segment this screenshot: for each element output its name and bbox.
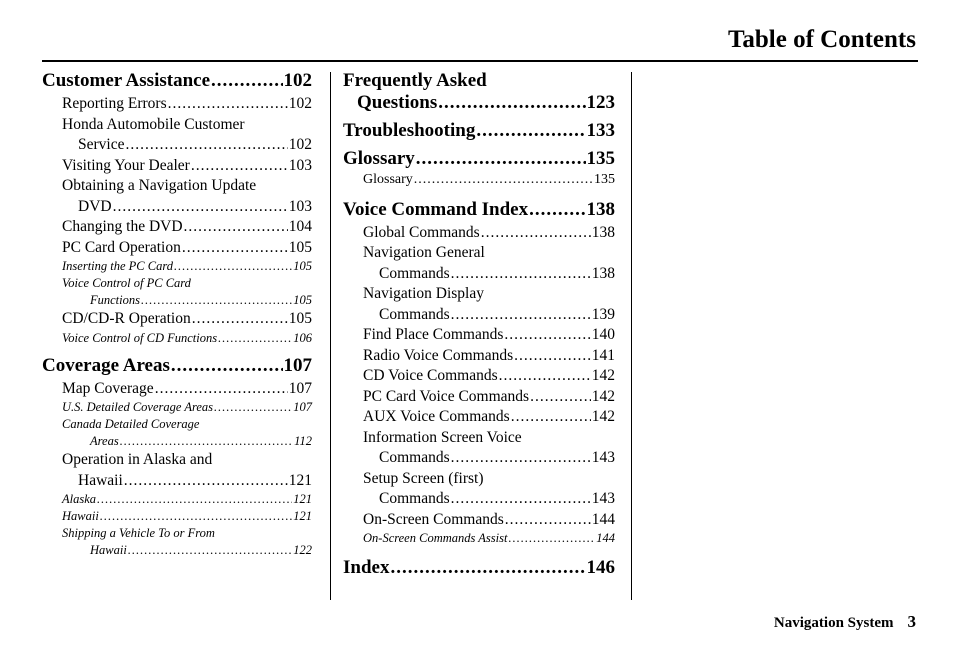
page-number: 142 [591, 408, 615, 425]
entry-title: CD/CD-R Operation [62, 310, 191, 327]
entry-title: PC Card Operation [62, 238, 181, 256]
page-number: 102 [288, 95, 312, 112]
section-customer-assistance [42, 70, 312, 92]
toc-entry[interactable] [42, 217, 312, 238]
page-number: 143 [591, 490, 615, 507]
toc-entry[interactable] [343, 530, 615, 547]
leader-dots [505, 510, 591, 531]
entry-title-cont: DVD [78, 197, 112, 215]
entry-title: Information Screen Voice [363, 428, 522, 446]
toc-entry[interactable] [343, 387, 615, 408]
page-number: 143 [591, 449, 615, 466]
leader-dots [184, 217, 288, 238]
entry-title-cont: Service [78, 136, 125, 153]
entry-title: Honda Automobile Customer [62, 115, 245, 133]
section-glossary[interactable] [343, 148, 615, 170]
leader-dots [508, 530, 595, 547]
section-title: Index [343, 557, 390, 578]
toc-entry[interactable] [42, 508, 312, 525]
page-footer [774, 612, 916, 632]
page-number: 107 [288, 379, 312, 397]
entry-title: AUX Voice Commands [363, 408, 510, 425]
toc-entry[interactable] [42, 94, 312, 115]
section-title: Customer Assistance [42, 70, 211, 91]
leader-dots [120, 433, 293, 450]
leader-dots [530, 387, 591, 408]
leader-dots [451, 264, 591, 285]
section-title-cont: Questions [357, 92, 438, 113]
section-index[interactable] [343, 557, 615, 579]
section-title: Frequently Asked [343, 70, 487, 91]
entry-title: Reporting Errors [62, 95, 167, 112]
page-number: 141 [591, 346, 615, 364]
page-number: 138 [586, 198, 615, 220]
entry-title-cont: Commands [379, 449, 450, 466]
toc-entry[interactable] [343, 170, 615, 191]
leader-dots [171, 355, 283, 377]
page-number: 133 [586, 120, 615, 141]
section-title: Voice Command Index [343, 198, 529, 220]
section-coverage-areas [42, 355, 312, 377]
toc-entry[interactable] [42, 238, 312, 259]
page-number: 144 [596, 531, 615, 545]
leader-dots [451, 448, 591, 469]
toc-entry[interactable] [42, 399, 312, 416]
leader-dots [191, 156, 288, 177]
toc-entry[interactable] [343, 243, 615, 284]
entry-title: Voice Control of PC Card [62, 276, 191, 290]
leader-dots [141, 292, 292, 309]
page-number: 103 [288, 156, 312, 174]
leader-dots [451, 305, 591, 326]
toc-entry[interactable] [343, 284, 615, 325]
entry-title: Voice Control of CD Functions [62, 330, 218, 345]
leader-dots [128, 542, 292, 559]
leader-dots [511, 407, 591, 428]
section-troubleshooting[interactable] [343, 120, 615, 142]
leader-dots [390, 557, 585, 579]
leader-dots [97, 491, 292, 508]
leader-dots [192, 309, 288, 330]
footer-page-number: 3 [907, 612, 916, 631]
leader-dots [124, 471, 288, 492]
page-number: 121 [293, 492, 312, 506]
toc-entry[interactable] [42, 258, 312, 275]
page-number: 142 [591, 387, 615, 405]
entry-title: Find Place Commands [363, 326, 504, 343]
entry-title-cont: Commands [379, 264, 450, 282]
entry-title: Radio Voice Commands [363, 346, 514, 364]
column-divider-right [631, 72, 632, 600]
toc-entry[interactable] [42, 491, 312, 508]
page-number: 139 [591, 305, 615, 323]
leader-dots [113, 197, 288, 218]
leader-dots [481, 223, 591, 244]
toc-entry[interactable] [42, 275, 312, 309]
toc-entry[interactable] [42, 115, 312, 156]
page-number: 107 [293, 400, 312, 414]
entry-title: Canada Detailed Coverage [62, 417, 200, 431]
page-number: 105 [293, 259, 312, 273]
leader-dots [100, 508, 292, 525]
leader-dots [155, 379, 288, 400]
entry-title-cont: Commands [379, 490, 450, 507]
leader-dots [504, 325, 590, 346]
page-number: 107 [283, 354, 312, 376]
toc-entry[interactable] [343, 223, 615, 244]
toc-column-2 [343, 70, 615, 579]
toc-entry[interactable] [343, 366, 615, 387]
entry-title-cont: Functions [90, 293, 140, 307]
page-number: 121 [293, 509, 312, 523]
entry-title: Shipping a Vehicle To or From [62, 526, 215, 540]
toc-entry[interactable] [42, 379, 312, 400]
toc-column-1 [42, 70, 312, 559]
section-voice-command-index[interactable] [343, 199, 615, 221]
toc-entry[interactable] [343, 469, 615, 510]
page-number: 144 [591, 510, 615, 528]
toc-entry[interactable] [42, 70, 312, 92]
entry-title: Glossary [363, 172, 413, 187]
leader-dots [451, 489, 591, 510]
page-number: 146 [586, 557, 615, 578]
page-number: 121 [288, 471, 312, 489]
page-number: 105 [288, 238, 312, 256]
leader-dots [416, 148, 586, 170]
page-number: 105 [293, 293, 312, 307]
toc-entry[interactable] [343, 407, 615, 428]
leader-dots [529, 199, 585, 221]
page-number: 135 [594, 172, 615, 187]
leader-dots [438, 92, 585, 114]
page-number: 102 [283, 70, 312, 91]
section-faq[interactable] [343, 70, 615, 114]
page-number: 102 [288, 136, 312, 153]
toc-entry[interactable] [42, 156, 312, 177]
entry-title: Obtaining a Navigation Update [62, 177, 257, 194]
section-title: Coverage Areas [42, 354, 170, 376]
toc-entry[interactable] [42, 416, 312, 450]
entry-title: Inserting the PC Card [62, 259, 173, 273]
entry-title: PC Card Voice Commands [363, 387, 530, 405]
entry-title-cont: Hawaii [90, 543, 127, 557]
section-title: Glossary [343, 148, 415, 169]
leader-dots [211, 70, 282, 92]
entry-title: Global Commands [363, 223, 480, 241]
leader-dots [218, 330, 292, 347]
toc-entry[interactable] [42, 525, 312, 559]
page-number: 142 [591, 367, 615, 384]
page-number: 103 [288, 197, 312, 215]
page-number: 106 [293, 330, 312, 345]
entry-title: Map Coverage [62, 379, 154, 397]
entry-title: Changing the DVD [62, 218, 183, 235]
leader-dots [476, 120, 585, 142]
section-title: Troubleshooting [343, 120, 476, 141]
column-divider-left [330, 72, 331, 600]
page-number: 123 [586, 92, 615, 113]
leader-dots [499, 366, 591, 387]
leader-dots [168, 94, 288, 115]
page-title: Table of Contents [728, 26, 916, 53]
entry-title-cont: Areas [90, 434, 119, 448]
page-number: 122 [293, 543, 312, 557]
page-number: 138 [591, 264, 615, 282]
entry-title: CD Voice Commands [363, 367, 498, 384]
entry-title: Visiting Your Dealer [62, 156, 190, 174]
toc-entry[interactable] [343, 346, 615, 367]
entry-title: On-Screen Commands Assist [363, 531, 508, 545]
toc-entry[interactable] [343, 510, 615, 531]
toc-entry[interactable] [42, 355, 312, 377]
title-rule [42, 60, 918, 62]
toc-entry[interactable] [343, 325, 615, 346]
toc-entry[interactable] [343, 428, 615, 469]
entry-title-cont: Commands [379, 305, 450, 323]
page-number: 138 [591, 223, 615, 241]
entry-title: Navigation General [363, 244, 485, 261]
toc-entry[interactable] [42, 330, 312, 347]
leader-dots [182, 238, 288, 259]
leader-dots [125, 135, 287, 156]
toc-entry[interactable] [42, 176, 312, 217]
footer-label: Navigation System [773, 615, 894, 631]
entry-title: Navigation Display [363, 285, 484, 302]
leader-dots [174, 258, 292, 275]
page-number: 104 [288, 218, 312, 235]
entry-title: U.S. Detailed Coverage Areas [62, 400, 214, 414]
leader-dots [214, 399, 292, 416]
page-number: 105 [288, 310, 312, 327]
toc-entry[interactable] [42, 450, 312, 491]
entry-title: Hawaii [62, 509, 99, 523]
toc-entry[interactable] [42, 309, 312, 330]
entry-title-cont: Hawaii [78, 471, 123, 489]
page-number: 112 [294, 434, 312, 448]
entry-title: Alaska [62, 492, 97, 506]
leader-dots [514, 346, 591, 367]
page-number: 135 [586, 148, 615, 169]
entry-title: Operation in Alaska and [62, 451, 213, 468]
page-number: 140 [591, 326, 615, 343]
entry-title: On-Screen Commands [363, 510, 504, 528]
leader-dots [414, 170, 593, 191]
entry-title: Setup Screen (first) [363, 469, 484, 487]
